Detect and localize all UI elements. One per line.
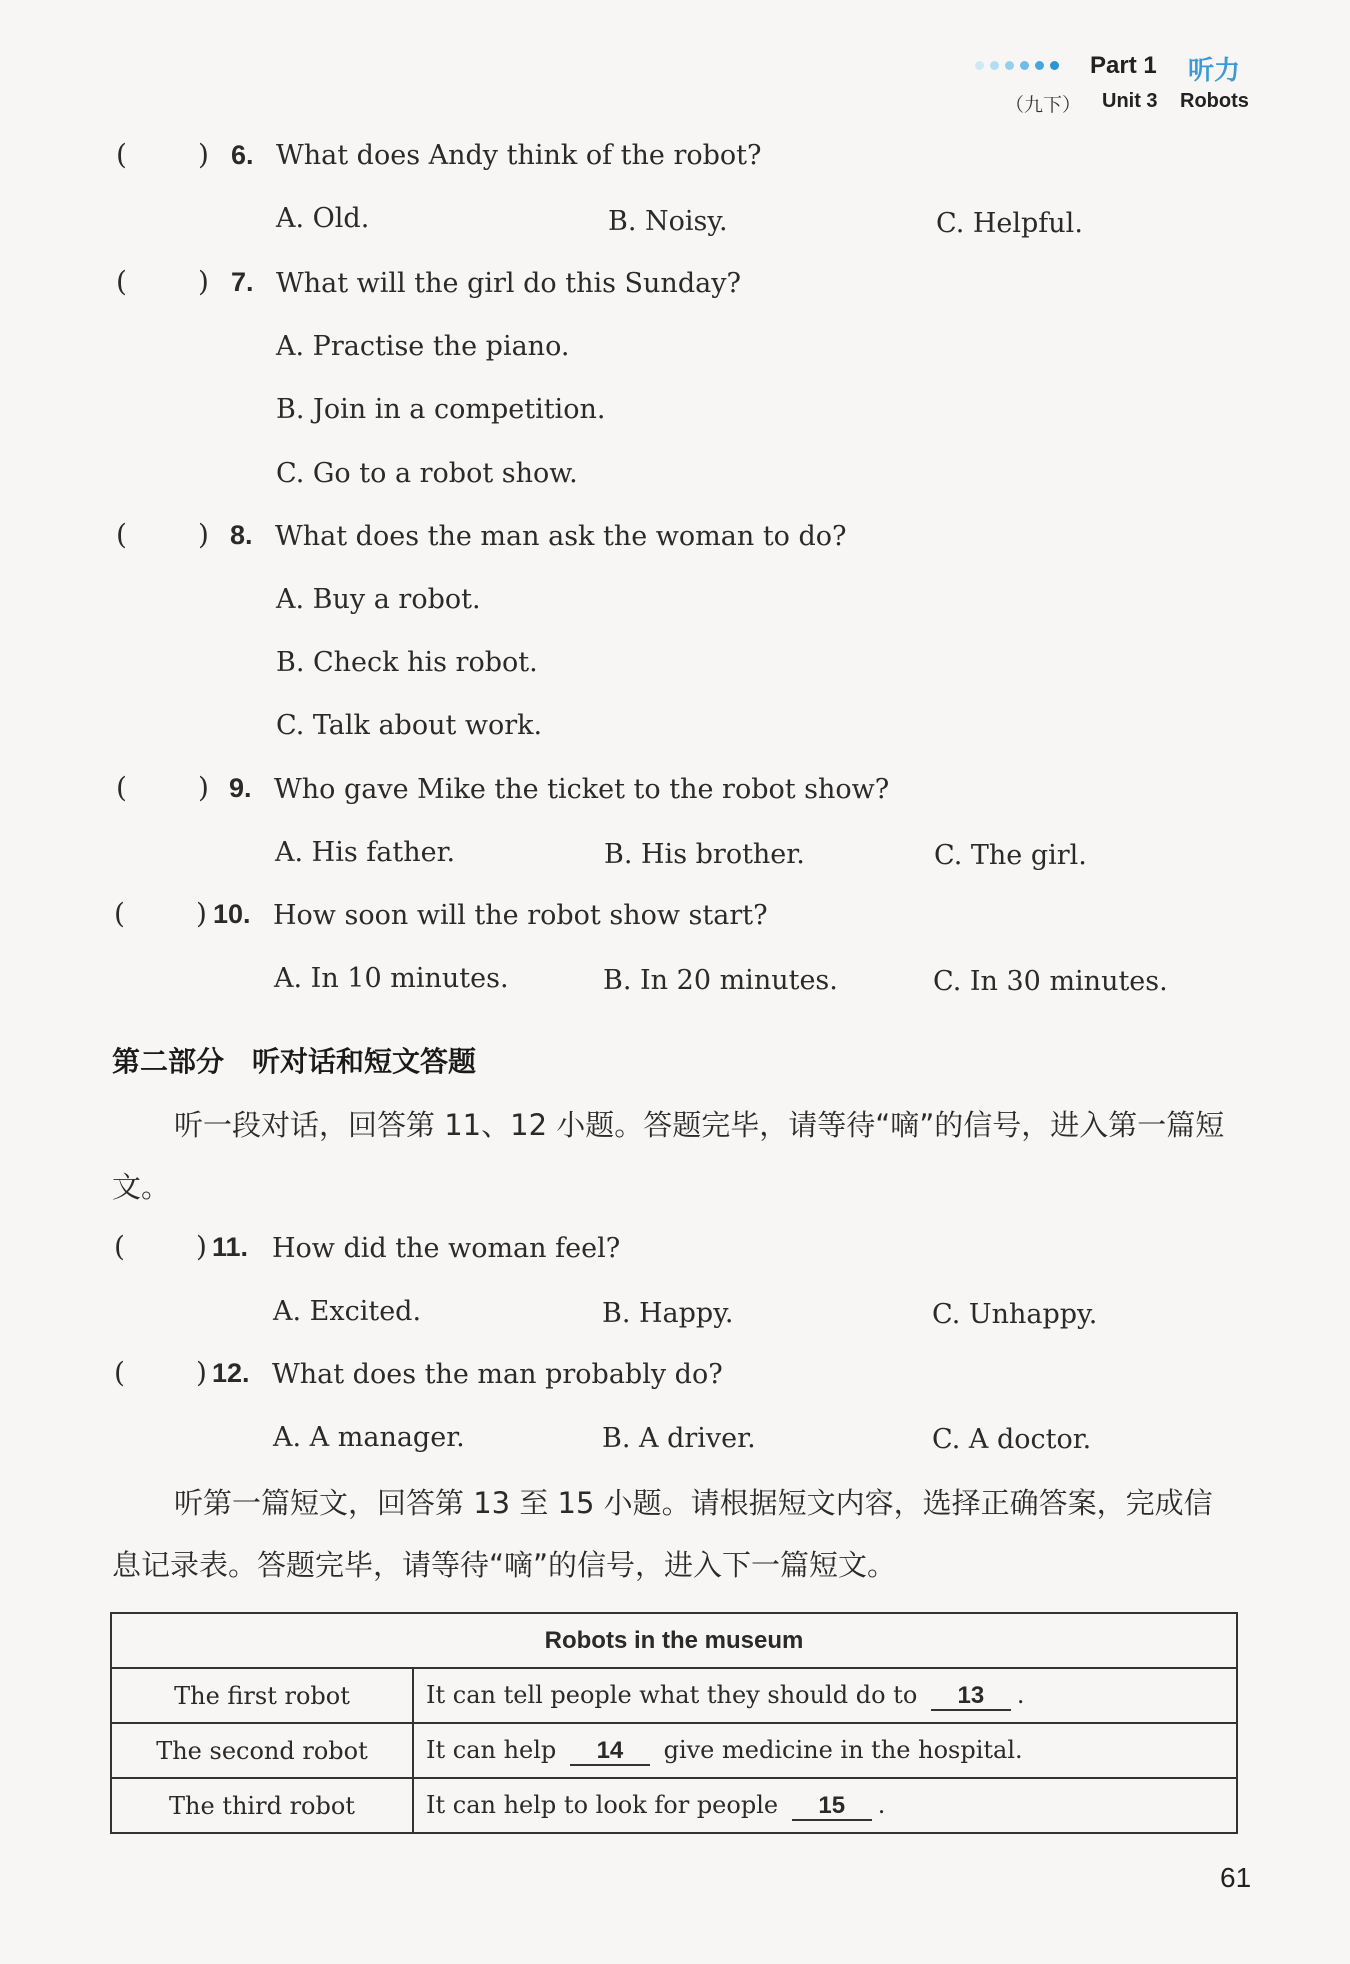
answer-paren-open: ( bbox=[114, 897, 125, 930]
question-number: 12. bbox=[212, 1358, 250, 1388]
instruction-paragraph: 听第一篇短文，回答第 13 至 15 小题。请根据短文内容，选择正确答案，完成信息记录表。答题完毕，请等待“嘀”的信号，进入下一篇短文。 bbox=[112, 1486, 1213, 1582]
option-c: C. Helpful. bbox=[936, 208, 1083, 239]
option-a: A. Excited. bbox=[273, 1296, 422, 1327]
answer-paren-close: ) bbox=[198, 771, 209, 804]
option-b: B. Join in a competition. bbox=[276, 394, 606, 425]
question-number: 9. bbox=[229, 773, 252, 803]
option-b: B. His brother. bbox=[604, 839, 805, 870]
header-dot bbox=[1050, 61, 1059, 70]
table-row bbox=[111, 1723, 1237, 1778]
question-number: 6. bbox=[231, 140, 254, 170]
option-a: A. Practise the piano. bbox=[276, 331, 570, 362]
question-number: 11. bbox=[212, 1232, 249, 1262]
answer-blank-15[interactable]: 15 bbox=[792, 1793, 872, 1821]
table-row-content bbox=[413, 1778, 1237, 1833]
answer-paren-open: ( bbox=[114, 1230, 125, 1263]
question-number: 8. bbox=[230, 520, 253, 550]
option-c: C. A doctor. bbox=[932, 1424, 1092, 1455]
table-row bbox=[111, 1668, 1237, 1723]
table-header-row bbox=[111, 1613, 1237, 1668]
option-b: B. A driver. bbox=[602, 1423, 756, 1454]
header-part: Part 1 bbox=[1090, 52, 1157, 79]
answer-paren-close: ) bbox=[196, 1356, 207, 1389]
section-title: 第二部分 听对话和短文答题 bbox=[112, 1045, 477, 1078]
answer-paren-close: ) bbox=[198, 518, 209, 551]
question-text: What will the girl do this Sunday? bbox=[276, 268, 741, 299]
table-row-content bbox=[413, 1723, 1237, 1778]
sentence-after: . bbox=[877, 1790, 886, 1819]
answer-paren-close: ) bbox=[196, 1230, 207, 1263]
answer-paren-open: ( bbox=[114, 1356, 125, 1389]
answer-paren-close: ) bbox=[198, 265, 209, 298]
sentence-before: It can help to look for people bbox=[426, 1790, 779, 1819]
question-text: What does the man ask the woman to do? bbox=[275, 521, 847, 552]
page-number: 61 bbox=[1220, 1862, 1252, 1893]
answer-paren-close: ) bbox=[198, 138, 209, 171]
answer-blank-14[interactable]: 14 bbox=[570, 1738, 650, 1766]
info-record-table bbox=[110, 1612, 1238, 1834]
header-dot bbox=[1005, 61, 1014, 70]
table-title: Robots in the museum bbox=[111, 1613, 1237, 1668]
question-text: What does the man probably do? bbox=[272, 1359, 723, 1390]
answer-blank-13[interactable]: 13 bbox=[931, 1683, 1011, 1711]
option-c: C. Go to a robot show. bbox=[276, 458, 578, 489]
header-dots bbox=[975, 61, 1059, 70]
question-text: How did the woman feel? bbox=[272, 1233, 621, 1264]
question-text: What does Andy think of the robot? bbox=[276, 140, 762, 171]
table-row-content bbox=[413, 1668, 1237, 1723]
answer-paren-open: ( bbox=[116, 771, 127, 804]
question-number: 10. bbox=[213, 899, 251, 929]
sentence-before: It can help bbox=[426, 1735, 557, 1764]
table-row-label: The first robot bbox=[111, 1668, 413, 1723]
table-row-label: The second robot bbox=[111, 1723, 413, 1778]
option-c: C. Talk about work. bbox=[276, 710, 543, 741]
header-grade: （九下） bbox=[1005, 94, 1082, 116]
option-c: C. Unhappy. bbox=[932, 1299, 1098, 1330]
sentence-before: It can tell people what they should do to bbox=[426, 1680, 918, 1709]
question-text: Who gave Mike the ticket to the robot show? bbox=[274, 774, 890, 805]
header-dot bbox=[1035, 61, 1044, 70]
option-b: B. In 20 minutes. bbox=[603, 965, 838, 996]
instruction-paragraph: 听一段对话，回答第 11、12 小题。答题完毕，请等待“嘀”的信号，进入第一篇短文。 bbox=[112, 1108, 1225, 1204]
option-a: A. Old. bbox=[276, 203, 370, 234]
answer-paren-open: ( bbox=[116, 138, 127, 171]
header-dot bbox=[1020, 61, 1029, 70]
option-b: B. Happy. bbox=[602, 1298, 734, 1329]
option-a: A. His father. bbox=[275, 837, 456, 868]
header-unit: Unit 3 bbox=[1102, 90, 1158, 112]
sentence-after: . bbox=[1016, 1680, 1025, 1709]
table-row bbox=[111, 1778, 1237, 1833]
answer-paren-close: ) bbox=[196, 897, 207, 930]
header-topic: Robots bbox=[1180, 90, 1249, 112]
question-text: How soon will the robot show start? bbox=[273, 900, 768, 931]
option-a: A. A manager. bbox=[273, 1422, 465, 1453]
sentence-after: give medicine in the hospital. bbox=[663, 1735, 1023, 1764]
option-a: A. In 10 minutes. bbox=[274, 963, 509, 994]
option-c: C. In 30 minutes. bbox=[933, 966, 1168, 997]
question-number: 7. bbox=[231, 267, 254, 297]
answer-paren-open: ( bbox=[116, 518, 127, 551]
option-b: B. Noisy. bbox=[608, 206, 728, 237]
option-c: C. The girl. bbox=[934, 840, 1087, 871]
header-dot bbox=[990, 61, 999, 70]
header-listening: 听力 bbox=[1188, 56, 1241, 86]
option-b: B. Check his robot. bbox=[276, 647, 538, 678]
answer-paren-open: ( bbox=[116, 265, 127, 298]
option-a: A. Buy a robot. bbox=[276, 584, 481, 615]
table-row-label: The third robot bbox=[111, 1778, 413, 1833]
header-dot bbox=[975, 61, 984, 70]
